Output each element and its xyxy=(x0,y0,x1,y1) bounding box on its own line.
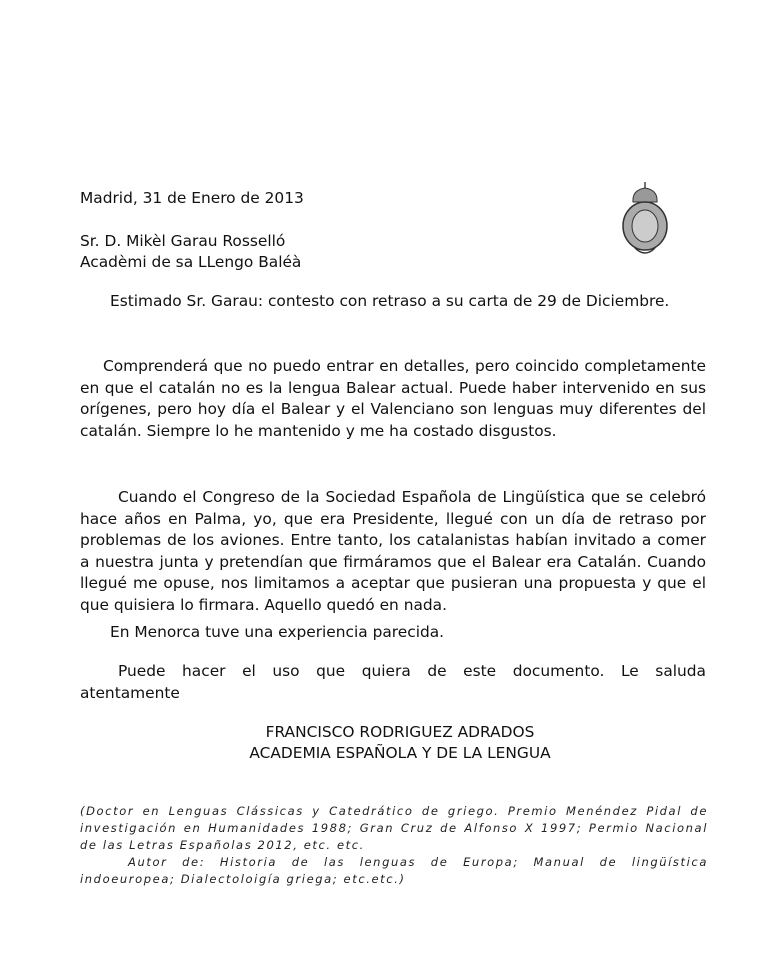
paragraph-closing: Puede hacer el uso que quiera de este documento. Le saluda atentamente xyxy=(80,662,706,702)
footnote-works: Autor de: Historia de las lenguas de Europa; Manual de lingüística indoeuropea; Dialectoloigía griega; etc.etc.) xyxy=(80,855,708,886)
letter-date: Madrid, 31 de Enero de 2013 xyxy=(80,189,304,207)
recipient-title: Acadèmi de sa LLengo Baléà xyxy=(80,253,302,271)
recipient-name: Sr. D. Mikèl Garau Rosselló xyxy=(80,232,286,250)
signature-name: FRANCISCO RODRIGUEZ ADRADOS xyxy=(265,723,535,741)
footnote-credentials: (Doctor en Lenguas Clássicas y Catedrático de griego. Premio Menéndez Pidal de investigación en Humanidades 1988; Gran Cruz de Alfonso X 1997; Permio Nacional de las Letras Españolas 2012, etc. etc. xyxy=(80,804,708,852)
footnote xyxy=(80,803,708,888)
signature-institution: ACADEMIA ESPAÑOLA Y DE LA LENGUA xyxy=(249,744,551,762)
paragraph-balear: Comprenderá que no puedo entrar en detalles, pero coincido completamente en que el catalán no es la lengua Balear actual. Puede haber intervenido en sus orígenes, pero hoy día el Balear y el Valenciano son lenguas muy diferentes del catalán. Siempre lo he mantenido y me ha costado disgustos. xyxy=(80,357,706,440)
paragraph-greeting: Estimado Sr. Garau: contesto con retraso a su carta de 29 de Diciembre. xyxy=(110,292,670,310)
paragraph-congreso: Cuando el Congreso de la Sociedad Española de Lingüística que se celebró hace años en Palma, yo, que era Presidente, llegué con un día de retraso por problemas de los aviones. Entre tanto, los catalanistas habían invitado a comer a nuestra junta y pretendían que firmáramos que el Balear era Catalán. Cuando llegué me opuse, nos limitamos a aceptar que pusieran una propuesta y que el que quisiera lo firmara. Aquello quedó en nada. xyxy=(80,488,706,614)
paragraph-menorca: En Menorca tuve una experiencia parecida. xyxy=(110,623,445,641)
